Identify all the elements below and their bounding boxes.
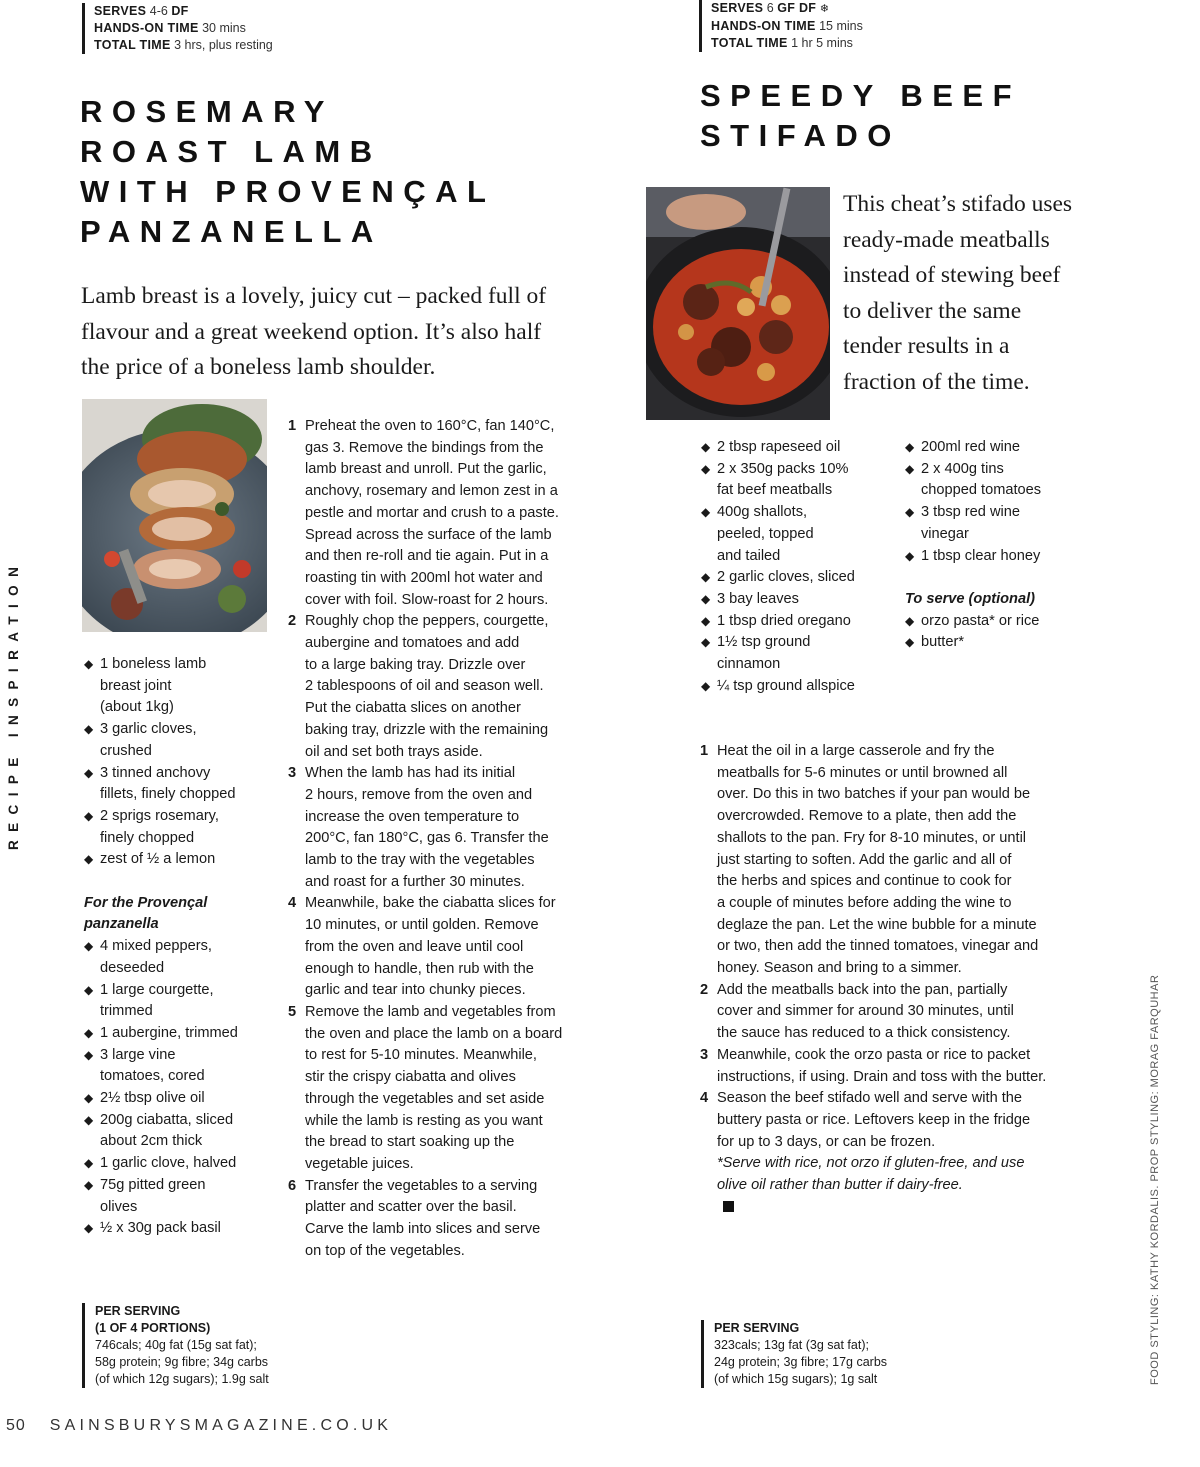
beef-method <box>700 741 1046 1218</box>
page-footer <box>6 1417 392 1435</box>
method-step: 1 Preheat the oven to 160°C, fan 140°C, gas 3. Remove the bindings from the lamb breast and unroll. Put the garlic, anchovy, rosemary and lemon zest in a pestle and mortar and crush to a paste. Spread across the surface of the lamb and then re-roll and tie again. Put in a roasting tin with 200ml hot water and cover with foil. Slow-roast for 2 hours. <box>288 418 559 608</box>
list-item: ◆ 2 sprigs rosemary, finely chopped <box>84 806 238 849</box>
serving-note: *Serve with rice, not orzo if gluten-free, and use olive oil rather than butter if dairy-free. <box>700 1153 1046 1218</box>
lamb-meta: SERVES 4-6 DF HANDS-ON TIME 30 mins TOTAL TIME 3 hrs, plus resting <box>82 3 273 54</box>
snowflake-icon: ❄ <box>819 3 829 15</box>
list-item: ◆ 3 large vine tomatoes, cored <box>84 1045 238 1088</box>
lamb-standfirst: Lamb breast is a lovely, juicy cut – packed full of flavour and a great weekend option. It’s also half the price of a boneless lamb shoulder. <box>81 283 547 380</box>
list-item: ◆ 3 garlic cloves, crushed <box>84 719 238 762</box>
list-item: ◆ zest of ½ a lemon <box>84 849 238 871</box>
lamb-method <box>288 416 562 1262</box>
list-item: ◆ 3 bay leaves <box>701 589 855 611</box>
lamb-title: ROSEMARY ROAST LAMB WITH PROVENÇAL PANZANELLA <box>80 94 496 249</box>
beef-standfirst: This cheat’s stifado uses ready-made meatballs instead of stewing beef to deliver the same tender results in a fraction of the time. <box>843 191 1073 395</box>
method-step: 2 Roughly chop the peppers, courgette, aubergine and tomatoes and add to a large baking tray. Drizzle over 2 tablespoons of oil and season well. Put the ciabatta slices on another baking tray, drizzle with the remaining oil and set both trays aside. <box>288 613 549 760</box>
list-item: ◆ 1 large courgette, trimmed <box>84 980 238 1023</box>
list-item: ◆ butter* <box>905 632 1041 654</box>
beef-ingredients-col1 <box>701 437 855 697</box>
method-step: 4 Season the beef stifado well and serve with the buttery pasta or rice. Leftovers keep in the fridge for up to 3 days, or can be frozen. <box>700 1090 1031 1150</box>
method-step: 2 Add the meatballs back into the pan, partially cover and simmer for around 30 minutes, until the sauce has reduced to a thick consistency. <box>700 981 1014 1042</box>
method-step: 6 Transfer the vegetables to a serving platter and scatter over the basil. Carve the lamb into slices and serve on top of the vegetables. <box>288 1177 541 1259</box>
list-item: ◆ 3 tinned anchovy fillets, finely chopped <box>84 763 238 806</box>
lamb-ingredients <box>84 654 238 1240</box>
list-item: ◆ ½ x 30g pack basil <box>84 1218 238 1240</box>
beef-ingredients-col2 <box>905 437 1041 654</box>
section-label: RECIPE INSPIRATION <box>6 558 21 850</box>
list-item: ◆ 3 tbsp red wine vinegar <box>905 502 1041 545</box>
list-item: ◆ 1 garlic clove, halved <box>84 1153 238 1175</box>
method-step: 1 Heat the oil in a large casserole and fry the meatballs for 5-6 minutes or until browned all over. Do this in two batches if your pan would be overcrowded. Remove to a plate, then add the shallots to the pan. Fry for 8-10 minutes, or until just starting to soften. Add the garlic and all of the herbs and spices and continue to cook for a couple of minutes before adding the wine to deglaze the pan. Let the wine bubble for a minute or two, then add the tinned tomatoes, vinegar and honey. Season and bring to a simmer. <box>700 743 1039 977</box>
list-item: ◆ 2 tbsp rapeseed oil <box>701 437 855 459</box>
list-item: ◆ 200ml red wine <box>905 437 1041 459</box>
beef-meta: SERVES 6 GF DF ❄ HANDS-ON TIME 15 mins TOTAL TIME 1 hr 5 mins <box>699 0 863 52</box>
page-number: 50 <box>6 1417 26 1434</box>
list-item: ◆ 1 tbsp clear honey <box>905 546 1041 568</box>
list-item: ◆ 400g shallots, peeled, topped and tailed <box>701 502 855 567</box>
beef-nutrition: PER SERVING 323cals; 13g fat (3g sat fat); 24g protein; 3g fibre; 17g carbs (of which 15g sugars); 1g salt <box>701 1320 887 1388</box>
panzanella-subheading: For the Provençal panzanella <box>84 894 208 933</box>
list-item: ◆ 200g ciabatta, sliced about 2cm thick <box>84 1110 238 1153</box>
serve-subheading: To serve (optional) <box>905 590 1036 607</box>
list-item: ◆ 2 x 400g tins chopped tomatoes <box>905 459 1041 502</box>
method-step: 4 Meanwhile, bake the ciabatta slices for 10 minutes, or until golden. Remove from the oven and leave until cool enough to handle, then rub with the garlic and tear into chunky pieces. <box>288 895 556 999</box>
list-item: ◆ 2½ tbsp olive oil <box>84 1088 238 1110</box>
list-item: ◆ 1 boneless lamb breast joint (about 1kg) <box>84 654 238 719</box>
lamb-photo <box>82 399 267 632</box>
list-item: ◆ 1 aubergine, trimmed <box>84 1023 238 1045</box>
method-step: 3 Meanwhile, cook the orzo pasta or rice to packet instructions, if using. Drain and toss with the butter. <box>700 1046 1047 1085</box>
list-item: ◆ ¼ tsp ground allspice <box>701 676 855 698</box>
lamb-nutrition: PER SERVING (1 OF 4 PORTIONS) 746cals; 40g fat (15g sat fat); 58g protein; 9g fibre; 34g carbs (of which 12g sugars); 1.9g salt <box>82 1303 269 1388</box>
styling-credits: FOOD STYLING: KATHY KORDALIS. PROP STYLING: MORAG FARQUHAR <box>1149 974 1161 1385</box>
list-item: ◆ 4 mixed peppers, deseeded <box>84 936 238 979</box>
beef-photo <box>646 187 830 420</box>
method-step: 3 When the lamb has had its initial 2 hours, remove from the oven and increase the oven temperature to 200°C, fan 180°C, gas 6. Transfer the lamb to the tray with the vegetables and roast for a further 30 minutes. <box>288 765 549 890</box>
list-item: ◆ 1½ tsp ground cinnamon <box>701 632 855 675</box>
list-item: ◆ 75g pitted green olives <box>84 1175 238 1218</box>
beef-title: SPEEDY BEEF STIFADO <box>700 78 1022 153</box>
end-mark-icon <box>723 1201 734 1212</box>
method-step: 5 Remove the lamb and vegetables from the oven and place the lamb on a board to rest for 5-10 minutes. Meanwhile, stir the crispy ciabatta and olives through the vegetables and set aside while the lamb is resting as you want the bread to start soaking up the vegetable juices. <box>288 1003 563 1172</box>
website-link[interactable]: SAINSBURYSMAGAZINE.CO.UK <box>49 1417 393 1434</box>
list-item: ◆ orzo pasta* or rice <box>905 611 1041 633</box>
list-item: ◆ 2 garlic cloves, sliced <box>701 567 855 589</box>
list-item: ◆ 1 tbsp dried oregano <box>701 611 855 633</box>
list-item: ◆ 2 x 350g packs 10% fat beef meatballs <box>701 459 855 502</box>
